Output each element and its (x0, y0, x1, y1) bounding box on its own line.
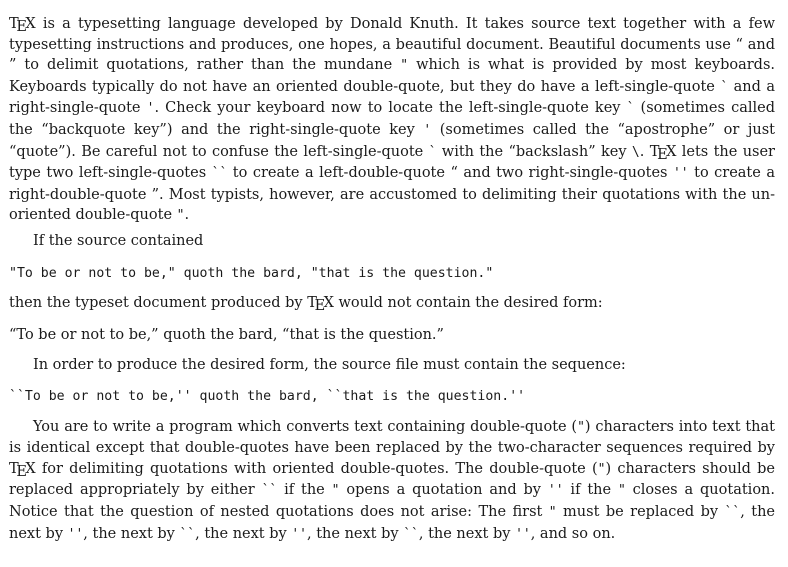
inline-code: '' (67, 526, 84, 542)
desired-form-paragraph: In order to produce the desired form, the source file must contain the sequence: (33, 357, 626, 374)
task-description-paragraph: You are to write a program which converts text containing double-quote (") characters into text that is identical except that double-quotes have been replaced by the two-character sequences required by TEX for delimiting quotations with oriented double-quotes. The double-quote (") characters should be replaced appropriately by either `` if the " opens a quotation and by '' if the " closes a quotation. Notice that the question of nested quotations does not arise: The first " must be replaced by ``, the next by '', the next by ``, the next by '', the next by ``, the next by '', and so on. (9, 418, 775, 542)
inline-code: \ (631, 144, 640, 160)
tex-logo: TEX (9, 16, 36, 36)
inline-code: '' (547, 483, 564, 499)
tex-logo: TEX (307, 295, 334, 315)
inline-code: " (577, 419, 585, 435)
inline-code: ` (720, 79, 729, 95)
inline-code: ` (626, 101, 635, 117)
inline-code: '' (672, 166, 689, 182)
inline-code: `` (261, 483, 278, 499)
inline-code: ' (423, 122, 432, 138)
inline-code: " (176, 208, 185, 224)
tex-logo: TEX (9, 460, 36, 480)
intro-paragraph: TEX is a typesetting language developed by Donald Knuth. It takes source text together with a few typesetting instructions and produces, one hopes, a beautiful document. Beautiful documents use “ and ” to delimit quotations, rather than the mundane " which is what is provided by most keyboards. Keyboards typically do not have an oriented double-quote, but they do have a left-single-quote ` and a right-single-quote '. Check your keyboard now to locate the left-single-quote key ` (sometimes called the “backquote key”) and the right-single-quote key ' (sometimes called the “apostrophe” or just “quote”). Be careful not to confuse the left-single-quote ` with the “backslash” key \. TEX lets the user type two left-single-quotes `` to create a left-double-quote “ and two right-single-quotes '' to create a right-double-quote ”. Most typists, however, are accustomed to delimiting their quotations with the un-oriented double-quote ". (9, 16, 775, 224)
inline-code: '' (515, 526, 531, 542)
inline-code: ` (428, 144, 437, 160)
inline-code: ' (146, 101, 155, 117)
inline-code: " (400, 58, 409, 74)
typeset-quote-example: “To be or not to be,” quoth the bard, “that is the question.” (9, 326, 444, 343)
inline-code: `` (211, 166, 228, 182)
inline-code: " (617, 483, 626, 499)
inline-code: `` (724, 504, 741, 520)
source-contained-paragraph: If the source contained (33, 233, 204, 249)
inline-code: " (331, 483, 340, 499)
source-code-example: "To be or not to be," quoth the bard, "that is the question." (9, 265, 494, 281)
tex-logo: TEX (649, 143, 677, 163)
inline-code: '' (291, 526, 307, 542)
inline-code: `` (403, 526, 419, 542)
tex-source-example: ``To be or not to be,'' quoth the bard, ``that is the question.'' (9, 388, 526, 404)
problem-statement (9, 14, 775, 545)
inline-code: `` (179, 526, 196, 542)
typeset-intro-paragraph: then the typeset document produced by TEX would not contain the desired form: (9, 295, 603, 315)
inline-code: " (597, 461, 606, 477)
inline-code: " (548, 504, 557, 520)
